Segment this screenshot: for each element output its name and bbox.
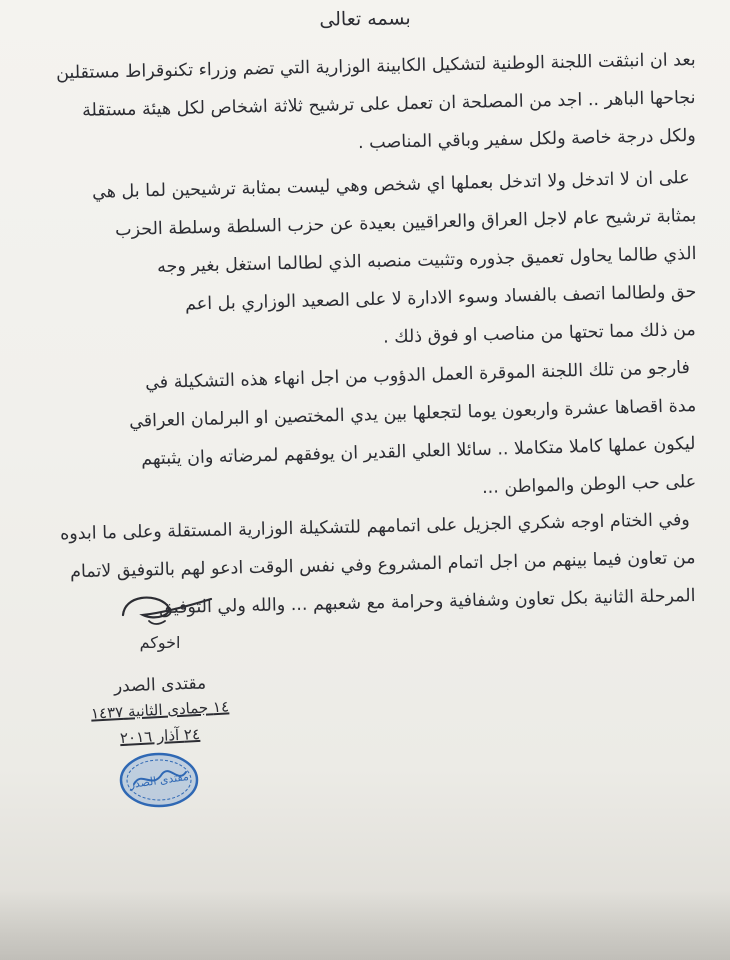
letter-heading: بسمه تعالى <box>319 7 411 31</box>
letter-line: المرحلة الثانية بكل تعاون وشفافية وحرامة مع شعبهم ... والله ولي التوفيق <box>159 586 697 619</box>
hijri-date: ١٤ جمادى الثانية ١٤٣٧ <box>90 697 230 723</box>
letter-line: من ذلك مما تحتها من مناصب او فوق ذلك . <box>383 320 697 348</box>
letter-line: من تعاون فيما بينهم من اجل اتمام المشروع وفي نفس الوقت ادعو لهم بالتوفيق لاتمام <box>70 548 697 583</box>
seal-stamp-icon <box>118 750 200 810</box>
letter-line: حق ولطالما اتصف بالفساد وسوء الادارة لا على الصعيد الوزاري بل اعم <box>184 282 697 315</box>
letter-line: ولكل درجة خاصة ولكل سفير وباقي المناصب . <box>358 126 697 154</box>
gregorian-date: ٢٤ آذار ٢٠١٦ <box>119 724 201 748</box>
closing-text: اخوكم <box>139 633 181 652</box>
stamp-text: مقتدى الصدر <box>128 769 190 791</box>
signature-scribble-icon <box>115 585 225 635</box>
letter-line: على حب الوطن والمواطن ... <box>481 472 697 498</box>
letter-line: بمثابة ترشيح عام لاجل العراق والعراقيين بعيدة عن حزب السلطة وسلطة الحزب <box>114 206 697 241</box>
letter-line: الذي طالما يحاول تعميق جذوره وتثبيت منصبه الذي لطالما استغل بغير وجه <box>156 244 697 278</box>
seal-stamp <box>118 750 200 810</box>
letter-line: ليكون عملها كاملا متكاملا .. سائلا العلي القدير ان يوفقهم لمرضاته وان يثبتهم <box>141 434 697 470</box>
signatory-name: مقتدى الصدر <box>113 673 207 697</box>
letter-line: وفي الختام اوجه شكري الجزيل على اتمامهم للتشكيلة الوزارية المستقلة وعلى ما ابدوه <box>60 510 691 545</box>
letter-line: نجاحها الباهر .. اجد من المصلحة ان تعمل على ترشيح ثلاثة اشخاص لكل هيئة مستقلة <box>82 88 697 121</box>
letter-line: فارجو من تلك اللجنة الموقرة العمل الدؤوب من اجل انهاء هذه التشكيلة في <box>145 358 691 394</box>
letter-line: مدة اقصاها عشرة واربعون يوما لتجعلها بين يدي المختصين او البرلمان العراقي <box>128 396 697 432</box>
letter-line: على ان لا اتدخل ولا اتدخل بعملها اي شخص وهي ليست بمثابة ترشيحين لما بل هي <box>92 168 691 203</box>
letter-line: بعد ان انبثقت اللجنة الوطنية لتشكيل الكابينة الوزارية التي تضم وزراء تكنوقراط مستقلين <box>56 50 697 84</box>
